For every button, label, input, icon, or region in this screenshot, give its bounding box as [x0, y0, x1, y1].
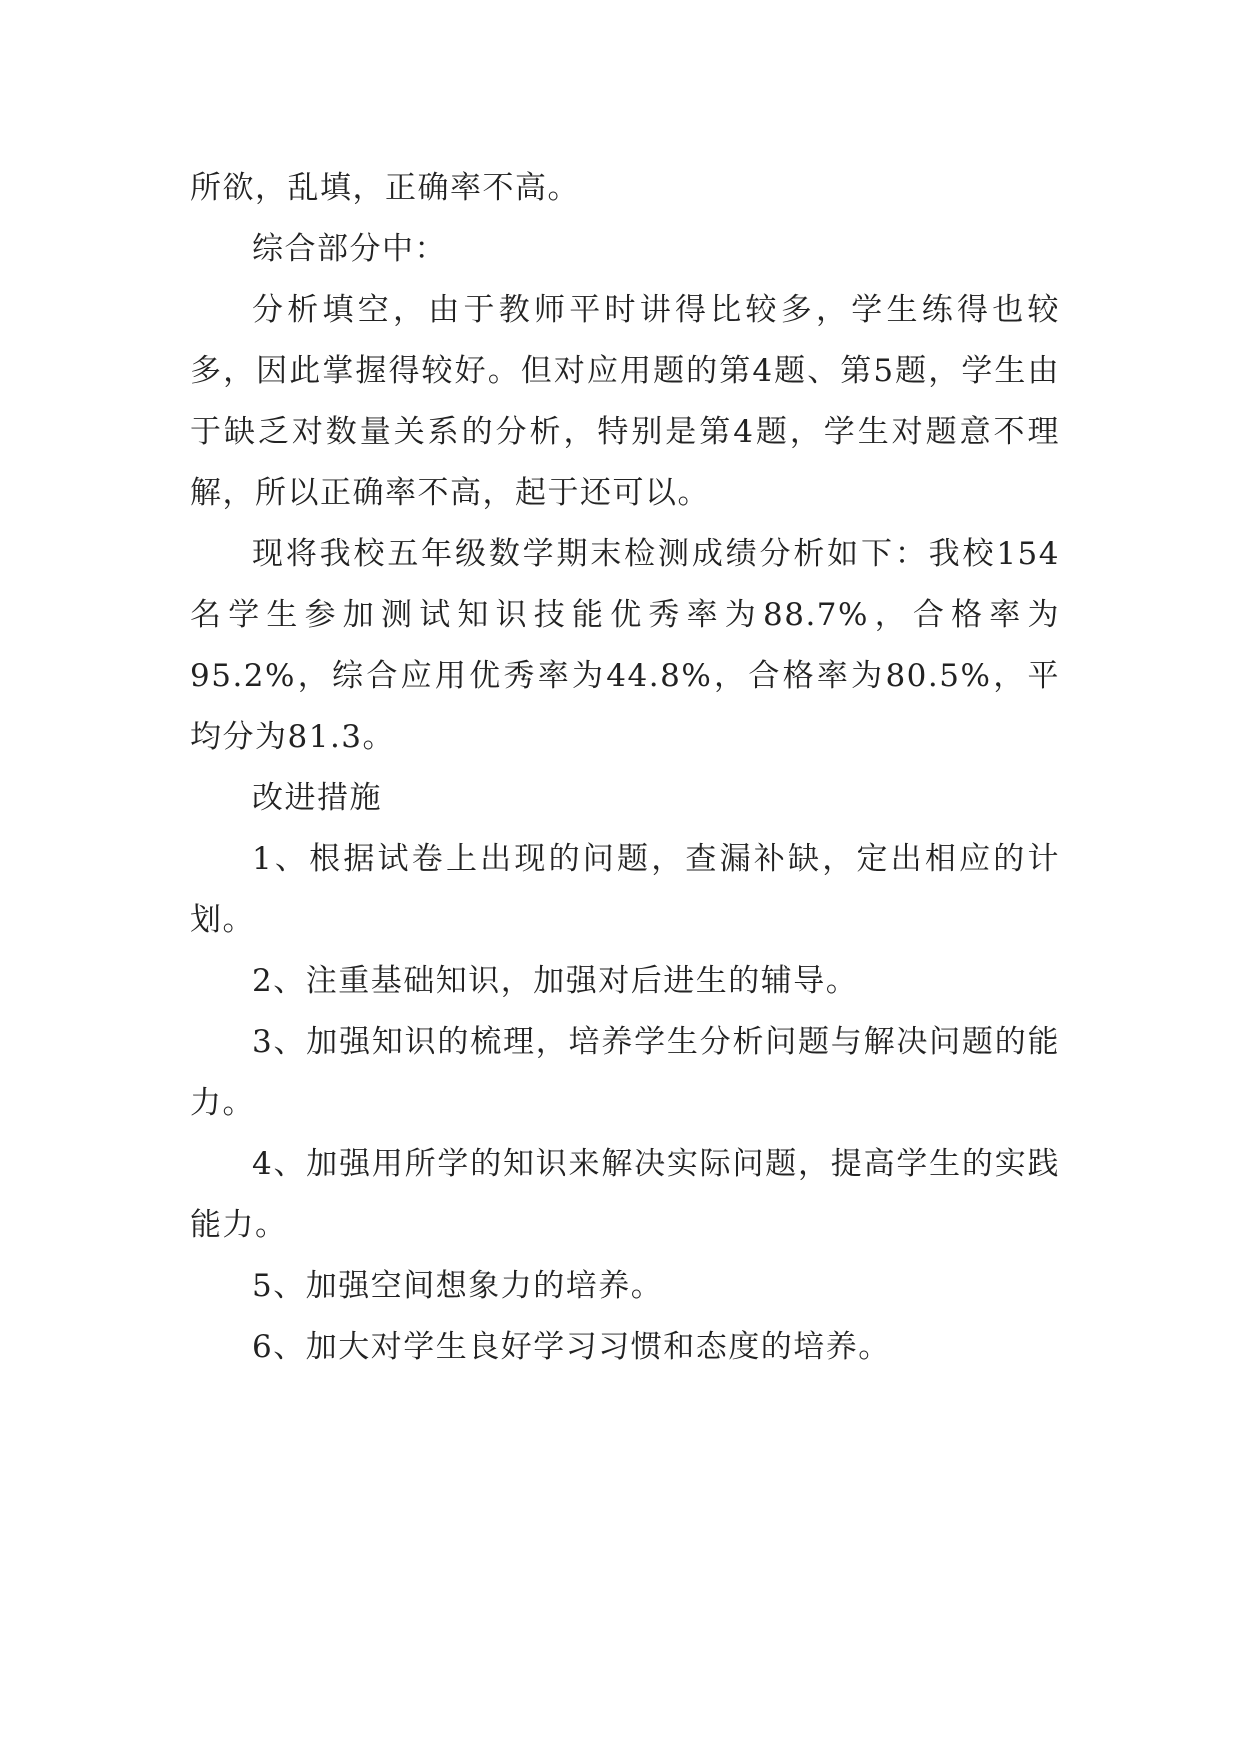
list-item-measure-3: 3、加强知识的梳理，培养学生分析问题与解决问题的能力。	[190, 1024, 1060, 1121]
list-item-measure-2: 2、注重基础知识，加强对后进生的辅导。	[252, 963, 859, 999]
paragraph-analysis: 分析填空，由于教师平时讲得比较多，学生练得也较多，因此掌握得较好。但对应用题的第4题、第5题，学生由于缺乏对数量关系的分析，特别是第4题，学生对题意不理解，所以正确率不高，起于还可以。	[190, 292, 1060, 511]
paragraph-improvement-heading: 改进措施	[252, 780, 382, 816]
document-body	[190, 158, 1060, 1378]
paragraph-continuation: 所欲，乱填，正确率不高。	[190, 170, 580, 206]
list-item-measure-4: 4、加强用所学的知识来解决实际问题，提高学生的实践能力。	[190, 1146, 1060, 1243]
list-item-measure-5: 5、加强空间想象力的培养。	[252, 1268, 664, 1304]
list-item-measure-1: 1、根据试卷上出现的问题，查漏补缺，定出相应的计划。	[190, 841, 1060, 938]
paragraph-section-intro: 综合部分中：	[252, 231, 447, 267]
paragraph-score-summary: 现将我校五年级数学期末检测成绩分析如下：我校154名学生参加测试知识技能优秀率为88.7%，合格率为95.2%，综合应用优秀率为44.8%，合格率为80.5%，平均分为81.3。	[190, 536, 1060, 755]
list-item-measure-6: 6、加大对学生良好学习习惯和态度的培养。	[252, 1329, 891, 1365]
